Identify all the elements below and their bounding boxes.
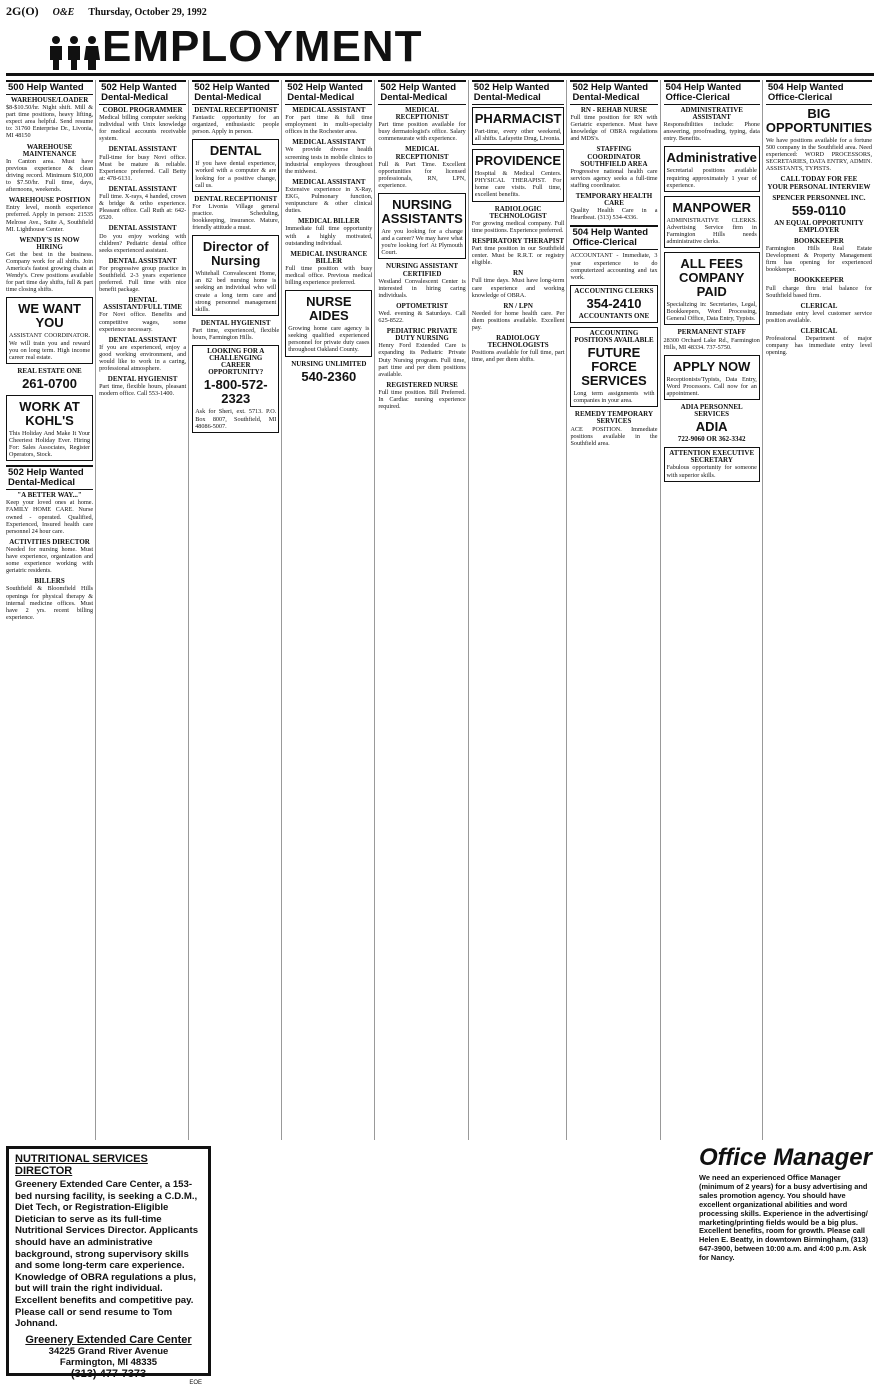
page-number: 2G(O) (6, 4, 39, 18)
classified-ad: MEDICAL ASSISTANT Extensive experience in X-Ray, EKG, Pulmonary function, venipuncture & other clinical duties. (285, 177, 373, 215)
issue-date: Thursday, October 29, 1992 (88, 7, 207, 18)
classified-ad: APPLY NOW Receptionists/Typists, Data Entry, Word Processors. Call now for an appointment. (664, 355, 760, 400)
classified-ad: PHARMACIST Part-time, every other weekend, all shifts. Lafayette Drug, Livonia. (472, 107, 565, 145)
section-title: EMPLOYMENT (102, 22, 423, 71)
ad-title: NUTRITIONAL SERVICES DIRECTOR (15, 1153, 148, 1177)
column-1 (6, 80, 96, 1140)
classified-ad: MEDICAL RECEPTIONIST Part time position available for busy dermatologist's office. Salary commensurate with experience. (378, 106, 466, 143)
classified-ad: CALL TODAY FOR FEE YOUR PERSONAL INTERVIEW (767, 175, 871, 191)
classified-ad: REMEDY TEMPORARY SERVICES ACE POSITION. Immediate positions available in the Southfield area. (570, 410, 658, 447)
column-9 (766, 80, 874, 1140)
classified-ad: COBOL PROGRAMMER Medical billing computer seeking individual with Unix knowledge for medical accounts receivable system. (99, 106, 187, 143)
classified-ad: ADIA PERSONNEL SERVICES ADIA 722-9060 OR 362-3342 (677, 402, 746, 444)
eoe-code: EOE (189, 1379, 202, 1386)
classified-ad: WAREHOUSE/LOADER $8-$10.50/hr. Night shift. Mill & part time positions, heavy lifting, expect area helpful. Send resume to: 31760 Enterprise Dr., Livonia, MI 48150 (6, 96, 94, 140)
classified-ad: PERMANENT STAFF 28300 Orchard Lake Rd., Farmington Hills, MI 48334. 737-5750. (663, 328, 760, 351)
classified-ad: ACCOUNTING POSITIONS AVAILABLE FUTURE FORCE SERVICES Long term assignments with companies in your area. (570, 327, 657, 407)
office-manager-logo: Office Manager (699, 1144, 872, 1171)
office-manager-ad (699, 1146, 874, 1376)
classified-columns (6, 80, 874, 1140)
classified-ad: ACCOUNTING CLERKS 354-2410 ACCOUNTANTS ONE (570, 285, 657, 323)
classified-ad: WAREHOUSE POSITION Entry level, month experience preferred. Apply in person: 21535 Melrose Ave., Suite A, Southfield MI. Lighthouse Center. (6, 196, 94, 233)
ad-body: We need an experienced Office Manager (minimum of 2 years) for a busy advertising and sales promotion agency. You should have excellent organizational abilities and word processing skills. Experience in the advertising/ marketing/printing fields would be a big plus. Excellent benefits, room for growth. Please call Helen E. Beatty, in downtown Birmingham, (313) 647-3900, between 10:00 a.m. and 4:00 p.m. Ask for Nancy. (699, 1173, 869, 1263)
classified-ad: NURSE AIDES Growing home care agency is seeking qualified experienced personnel for private duty cases throughout Oakland County. (285, 290, 372, 356)
employer-city: Farmington, MI 48335 (59, 1356, 158, 1368)
classified-ad: ALL FEES COMPANY PAID Specializing in: Secretaries, Legal, Bookkeepers, Word Processing, General Office, Data Entry, Typists. (664, 252, 760, 325)
bottom-filler (217, 1146, 693, 1376)
classified-ad: Director of Nursing Whitehall Convalescent Home, an 82 bed nursing home is seeking an individual who will create a long term care and strong personnel management skills. (192, 235, 279, 316)
classified-ad: CLERICAL Immediate entry level customer service position available. (765, 301, 873, 324)
classified-ad: RN - REHAB NURSE Full time position for RN with Geriatric experience. Must have knowledge of OBRA regulations and MDS's. (570, 106, 658, 143)
classified-ad: WAREHOUSE MAINTENANCE In Canton area. Must have previous experience & clean driving record. Minimum $10,000 to $7.50/hr. Full time, days, afternoons, weekends. (6, 142, 94, 194)
classified-ad: WE WANT YOU ASSISTANT COORDINATOR. We will train you and reward you on long term. High income career real estate. (6, 297, 93, 363)
classified-ad: RESPIRATORY THERAPIST Part time position in our Southfield center. Must be R.R.T. or registry eligible. (471, 236, 565, 267)
classified-ad: OPTOMETRIST Wed. evening & Saturdays. Call 625-8522. (378, 301, 466, 325)
column-header: 504 Help Wanted Office-Clerical (570, 225, 657, 250)
employer-phone: (313) 477-7373 (70, 1367, 147, 1380)
classified-ad: DENTAL ASSISTANT Do you enjoy working with children? Pediatric dental office seeks experienced assistant. (99, 224, 187, 254)
column-6 (472, 80, 568, 1140)
classified-ad: SPENCER PERSONNEL INC. 559-0110 AN EQUAL OPPORTUNITY EMPLOYER (772, 193, 866, 234)
classified-ad: PROVIDENCE Hospital & Medical Centers. PHYSICAL THERAPIST. For home care visits. Full time, excellent benefits. (472, 149, 565, 201)
classified-ad: DENTAL RECEPTIONIST For Livonia Village general practice. Scheduling, bookkeeping, insurance. Mature, friendly attitude a must. (192, 194, 280, 232)
classified-ad: Administrative Secretarial positions available requiring approximately 1 year of experience. (664, 146, 760, 191)
classified-ad: RN / LPN Needed for home health care. Per diem positions available. Excellent pay. (471, 301, 565, 331)
classified-ad: CLERICAL Professional Department of major company has immediate entry level opening. (765, 326, 873, 357)
classified-ad: MEDICAL INSURANCE BILLER Full time position with busy medical office. Previous medical billing experience preferred. (285, 249, 373, 287)
classified-ad: ACCOUNTANT - Immediate, 3 year experience to do computerized accounting and tax work. (570, 252, 658, 281)
column-header: 500 Help Wanted (6, 80, 93, 95)
classified-ad: MANPOWER ADMINISTRATIVE CLERKS. Advertising Service firm in Farmington Hills needs administrative clerks. (664, 196, 760, 248)
classified-ad: ATTENTION EXECUTIVE SECRETARY Fabulous opportunity for someone with superior skills. (664, 447, 760, 481)
people-figures-icon (46, 34, 102, 72)
classified-ad: MEDICAL BILLER Immediate full time opportunity with a highly motivated, outstanding individual. (285, 217, 373, 247)
column-header: 504 Help Wanted Office-Clerical (664, 80, 760, 105)
column-header: 502 Help Wanted Dental-Medical (378, 80, 465, 105)
classified-ad: PEDIATRIC PRIVATE DUTY NURSING Henry Ford Extended Care is expanding its Pediatric Private Duty Nursing program. Full time, part time and per diem positions available. (378, 327, 466, 378)
classified-ad: RADIOLOGIC TECHNOLOGIST For growing medical company. Full time positions. Experience preferred. (471, 204, 565, 234)
classified-ad: REAL ESTATE ONE 261-0700 (17, 366, 82, 391)
classified-ad: "A BETTER WAY..." Keep your loved ones at home. FAMILY HOME CARE. Nurse owned - operated. Qualified, Experienced, Insured health care personnel 24 hour care. (6, 491, 94, 535)
classified-ad: MEDICAL ASSISTANT We provide diverse health screening tests in mobile clinics to industrial employees throughout the midwest. (285, 138, 373, 175)
classified-ad: LOOKING FOR A CHALLENGING CAREER OPPORTUNITY? 1-800-572-2323 Ask for Sheri, ext. 5713. P.O. Box 8007, Southfield, MI 48086-5007. (192, 345, 279, 433)
classified-ad: ACTIVITIES DIRECTOR Needed for nursing home. Must have experience, organization and some experience working with geriatric residents. (6, 537, 94, 575)
publication-name: O&E (52, 7, 75, 18)
page-header (6, 4, 874, 18)
classified-ad: MEDICAL ASSISTANT For part time & full time employment in multi-specialty offices in the Rochester area. (285, 106, 373, 136)
classified-ad: WORK AT KOHL'S This Holiday And Make It Your Cheeriest Holiday Ever. Hiring For: Sales Associates, Register Operators, Stock. (6, 395, 93, 461)
column-header: 502 Help Wanted Dental-Medical (6, 465, 93, 490)
column-header: 502 Help Wanted Dental-Medical (99, 80, 186, 105)
classified-ad: BIG OPPORTUNITIES We have positions available for a fortune 500 company in the Southfield area. Need experienced: WORD PROCESSORS, SECRETARIES, DATA ENTRY, ADMIN. ASSISTANTS, TYPISTS. (765, 106, 873, 173)
classified-ad: NURSING ASSISTANT CERTIFIED Westland Convalescent Center is interested in hiring caring individuals. (378, 262, 466, 299)
nutrition-director-ad (6, 1146, 211, 1386)
classified-ad: BOOKKEEPER Full charge thru trial balance for Southfield based firm. (765, 276, 873, 299)
classified-ad: WENDY'S IS NOW HIRING Get the best in the business. Company work for all shifts. Join America's fastest growing chain at Wendy's. Crew positions available for part time day shifts, full & part time closing shifts. (6, 235, 94, 294)
column-header: 502 Help Wanted Dental-Medical (472, 80, 565, 105)
column-header: 502 Help Wanted Dental-Medical (570, 80, 657, 105)
column-4 (285, 80, 375, 1140)
employer-address: 34225 Grand River Avenue (48, 1345, 169, 1357)
ad-body: Greenery Extended Care Center, a 153-bed nursing facility, is seeking a C.D.M., Diet Tech, or Registration-Eligible Dietician to serve as its full-time Nutritional Services Director. Applicants should have an administrative background, strong supervisory skills and some long-term care experience. Knowledge of OBRA regulations a plus, but will train the right individual. Excellent benefits and competitive pay. Please call or send resume to Tom Johnand. (15, 1179, 199, 1330)
classified-ad: DENTAL ASSISTANT/FULL TIME For Novi office. Benefits and competitive wages, some experience necessary. (99, 296, 187, 333)
column-header: 502 Help Wanted Dental-Medical (285, 80, 372, 105)
column-7 (570, 80, 660, 1140)
section-banner (6, 24, 874, 76)
classified-ad: DENTAL HYGIENIST Part time, experienced, flexible hours, Farmington Hills. (192, 318, 280, 341)
classified-ad: RN Full time days. Must have long-term care experience and working knowledge of OBRA. (471, 269, 565, 299)
classified-ad: DENTAL HYGIENIST Part time, flexible hours, pleasant modern office. Call 553-1400. (99, 375, 187, 398)
classified-ad: DENTAL If you have dental experience, worked with a computer & are looking for a positive change, call us. (192, 139, 279, 191)
classified-ad: DENTAL ASSISTANT If you are experienced, enjoy a good working environment, and would like to work in a caring, professional atmosphere. (99, 335, 187, 373)
column-5 (378, 80, 468, 1140)
column-3 (192, 80, 282, 1140)
column-header: 502 Help Wanted Dental-Medical (192, 80, 279, 105)
column-header: 504 Help Wanted Office-Clerical (766, 80, 872, 105)
classified-ad: REGISTERED NURSE Full time position. Bill Preferred. In Cardiac nursing experience required. (378, 380, 466, 411)
classified-ad: DENTAL ASSISTANT For progressive group practice in Southfield. 2-3 years experience preferred. Full time with nice benefit package. (99, 256, 187, 294)
classified-ad: DENTAL ASSISTANT Full time. X-rays, 4 handed, crown & bridge & ortho experience. Pleasant office. Call Ruth at: 642-6520. (99, 184, 187, 222)
classified-ad: STAFFING COORDINATOR SOUTHFIELD AREA Progressive national health care services agency seeks a full-time staffing coordinator. (570, 145, 658, 189)
classified-ad: MEDICAL RECEPTIONIST Full & Part Time. Excellent opportunities for licensed professionals, RN, LPN, experience. (378, 145, 466, 189)
column-8 (664, 80, 763, 1140)
classified-ad: DENTAL RECEPTIONIST Fantastic opportunity for an organized, enthusiastic people person. Apply in person. (192, 106, 280, 136)
bottom-ads-row (6, 1144, 874, 1386)
classified-ad: TEMPORARY HEALTH CARE Quality Health Care in a Heartbeat. (313) 534-4336. (570, 192, 658, 222)
classified-ad: NURSING ASSISTANTS Are you looking for a change and a career? We may have what you're looking for! At Plymouth Court. (378, 193, 465, 259)
classified-ad: RADIOLOGY TECHNOLOGISTS Positions available for full time, part time, and per diem shifts. (471, 334, 565, 364)
classified-ad: ADMINISTRATIVE ASSISTANT Responsibilities include: Phone answering, proofreading, typing, data entry. Benefits. (663, 106, 760, 143)
employer-name: Greenery Extended Care Center (25, 1333, 192, 1346)
classified-ad: BOOKKEEPER Farmington Hills Real Estate Development & Property Management firm has opening for experienced bookkeeper. (765, 236, 873, 274)
classified-ad: BILLERS Southfield & Bloomfield Hills openings for physical therapy & internal medicine offices. Must have 2 yrs. recent billing experience. (6, 577, 94, 621)
classified-ad: NURSING UNLIMITED 540-2360 (291, 359, 367, 384)
classified-ad: DENTAL ASSISTANT Full-time for busy Novi office. Must be mature & reliable. Experience preferred. Call Betty at: 478-6131. (99, 145, 187, 182)
column-2 (99, 80, 189, 1140)
